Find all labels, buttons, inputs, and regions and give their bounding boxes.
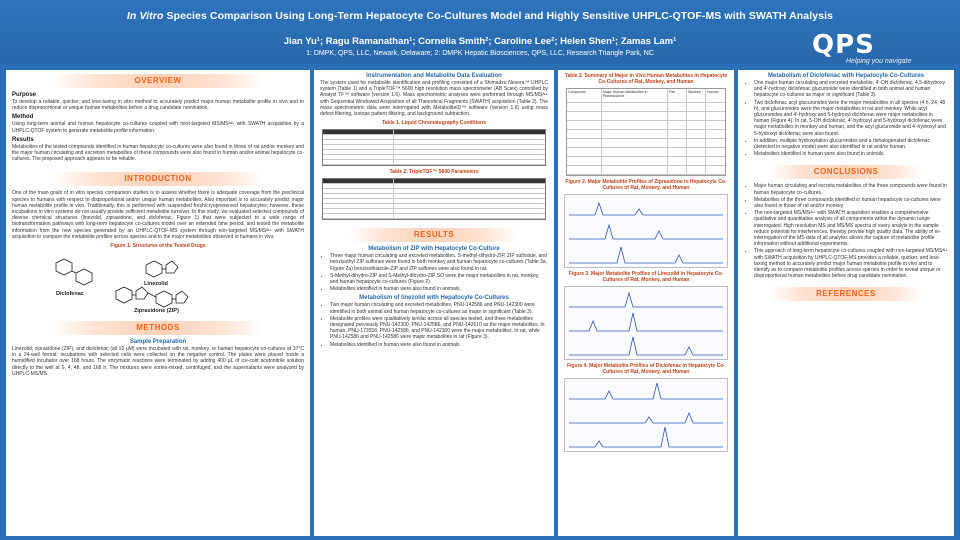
poster-affiliations: 1: DMPK, QPS, LLC, Newark, Delaware; 2: DMPK Hepatic Biosciences, QPS, LLC, Research Triangle Park, NC [306,50,654,57]
purpose-text: To develop a reliable, quicker, and less-taxing in vitro method to accurately predict major human metabolite profile in vivo and to reduce disproportional or unique human metabolites before a drug candidate nomination. [12,99,304,112]
results-banner: RESULTS [350,228,518,242]
qps-logo [812,30,912,68]
overview-banner: OVERVIEW [52,74,265,88]
figure1-caption: Figure 1. Structures of the Tested Drugs [110,243,206,250]
list-item: • Two diclofenac acyl glucuronides were the major metabolites in all species (4 h, 24, 48 h), and glucuronides were the major metabolites in rat and monkey. While acyl glucuronides and 4ʹ-hydroxy and 5-hydroxyl diclofenac were major metabolites in human (Figure 4). In rat, 5-OH diclofenac, 4ʹ-hydroxyl and 5-hydroxyl diclofenac were major metabolites in monkey and human, and the acyl glucuronide and 4ʹ-hydroxyl and 5-hydroxyl diclofenac were also found. [754,100,948,137]
diclofenac-bullets [754,80,948,157]
structure-label-linezolid: Linezolid [144,281,168,288]
poster-header [0,0,960,64]
list-item: • Major human circulating and excreta metabolites of the three compounds were found in human hepatocyte co-cultures. [754,183,948,195]
structure-label-diclofenac: Diclofenac [56,291,84,298]
list-item: • Metabolites of the three compounds identified in human hepatocyte co-cultures were also found in those of rat and/or monkey. [754,197,948,209]
introduction-text: One of the main goals of in vitro species comparison studies is to assess whether there is adequate coverage from the preclinical species to humans with respect to disproportional and/or unique human metabolites. Also important is to accurately predict major human metabolite profile in vivo. Traditionally, this is performed with suspended fresh/cryopreserved hepatocytes; however, these incubations in vitro systems do not usually provide sufficient metabolite turnover. In this study, we evaluated selected compounds of diverse chemical structures (linezolid, ziprasidone, and diclofenac, Figure 1) that were subjected to a wide range of biotransformation pathways with long-term hepatocyte co-cultures model over an extended time period, and tested the metabolite information from the new species generated by an UHPLC-QTOF-MS system through non-targeted MS/MSᴬᴸᴸ with SWATH acquisition to compare the metabolite profiles across species and to the major metabolites observed in humans in vivo. [12,190,304,240]
chromatogram-trace-human [569,427,723,447]
column-3 [558,70,734,536]
sample-prep-text: Linezolid, ziprasidone (ZIP), and diclofenac (all 10 μM) were incubated with rat, monkey, or human hepatocyte co-cultures at 37°C in a 24-well format; incubations with selected cells were collected on the negative control. The plates were placed inside a humidified incubator over 168 hours. The enzymatic reactions were terminated by adding 400 μL of ice-cold acetonitrile solution directly to the well at 0, 4, 48, and 168 h. The mixtures were vortex-mixed, centrifuged, and the supernatants were analyzed by UHPLC-MS/MS. [12,346,304,377]
figure3-chromatograms [564,286,728,360]
chromatogram-trace-human [569,247,723,263]
zip-bullets [330,253,548,292]
table1-lc-conditions [322,129,546,166]
list-item: • Metabolites identified in human were also found in animals. [330,342,548,348]
chromatogram-trace-human [569,337,723,355]
instrumentation-heading: Instrumentation and Metabolite Data Evaluation [366,73,502,79]
instrumentation-text: The system used for metabolite identification and profiling consisted of a Shimadzu Nexera™ UHPLC system (Table 1) and a TripleTOF™ 5600 high resolution mass spectrometer (AB Sciex) controlled by Analyst TF™ software (version 1.6). Mass spectrometric analyses were performed through MS/MSᴬᴸᴸ with Sequential Windowed Acquisition of all Theoretical Fragments (SWATH) acquisition (Table 2). The mass spectrometric data were interrogated with MetaboliteID™ software (version 1.6) using mass defect filtering, isotope pattern filtering, and background subtraction. [320,80,548,118]
table2-caption: Table 2. TripleTOF™ 5600 Parameters [389,169,479,176]
list-item: • S-Methyl-dihydro-ZIP and S-Methyl-dihydro-ZIP SO were the major metabolites in rat, monkey, and human hepatocyte co-cultures (Figure 2). [330,273,548,285]
chromatogram-trace-rat [569,203,723,215]
poster-authors: Jian Yu¹; Ragu Ramanathan¹; Cornelia Smith²; Caroline Lee²; Helen Shen¹; Zamas Lam¹ [283,36,677,47]
list-item: • Metabolite profiles were qualitatively similar across all species tested, and three metabolites designated previously PNU-142300, PNU-142586, and PNU-142610 as the major metabolites. In human, PNU-173558, PNU-142586, and PNU-142300 were the major metabolites. In rat, while PNU-142586 and PNU-142586 were major metabolites in rat (Figure 3). [330,316,548,341]
list-item: • This approach of long-term hepatocyte co-cultures coupled with non-targeted MS/MSᴬᴸᴸ with SWATH acquisition by UHPLC-QTOF-MS provides a reliable, quicker, and less-taxing method to accurately predict major human metabolite profile in vivo and to identify as to compare metabolite profiles across species in order to reveal unique or disproportional human metabolites before drug candidate nomination. [754,248,948,279]
structure-label-ziprasidone: Ziprasidone (ZIP) [134,308,179,315]
table3-caption: Table 3. Summary of Major In Vivo Human Metabolites in Hepatocyte Co-Cultures of Rat, Monkey, and Human [564,73,728,85]
method-heading: Method [12,114,34,121]
table-row [567,148,725,157]
sample-prep-heading: Sample Preparation [129,339,187,346]
poster-title-rest: Species Comparison Using Long-Term Hepatocyte Co-Cultures Model and Highly Sensitive UHPLC-QTOF-MS with SWATH Analysis [166,10,834,22]
figure2-caption: Figure 2. Major Metabolite Profiles of Ziprasidone in Hepatocyte Co-Cultures of Rat, Monkey, and Human [565,179,727,191]
logo-text: QPS [812,30,875,60]
table2-tof-parameters [322,178,546,220]
list-item: • The non-targeted MS/MSᴬᴸᴸ with SWATH acquisition enables a comprehensive qualitative and quantitative analysis of all components within the dynamic range interrogated. High resolution MS and MS/MS spectra of every analyte in the sample reduce potential for interferences, thereby provide high quality data. The ability of re-interrogation of the MS data of all analytes allows the capture of metabolite profile information without additional experiments. [754,210,948,247]
chromatogram-trace-rat [569,383,723,399]
methods-banner: METHODS [52,321,265,335]
method-text: Using long-term animal and human hepatocyte co-cultures coupled with next-targeted MS/MSᴬᴸᴸ with SWATH acquisition by a UHPLC-QTOF system to generate metabolite profile information. [12,121,304,134]
conclusions-bullets [754,183,948,279]
figure3-caption: Figure 3. Major Metabolite Profiles of Linezolid in Hepatocyte Co-Cultures of Rat, Monkey, and Human [568,271,724,283]
list-item: • One major human circulating and excreted metabolite, 4ʹ-OH diclofenac, 4,5-dihydroxy and 4ʹ-hydroxy diclofenac glucuronide were identified in both animal and human hepatocyte co-cultures as major or significant (Table 3). [754,80,948,99]
list-item: • In addition, multiple hydroxylation glucuronides and a dehalogenated diclofenac (detected in negative mode) were also identified in rat and/or human. [754,138,948,150]
column-4 [738,70,954,536]
references-banner: REFERENCES [770,287,921,301]
table-row [567,166,725,175]
header-watermark-decoration [726,30,804,42]
logo-tagline: Helping you navigate [846,58,912,65]
chromatogram-trace-monkey [569,313,723,331]
table3-header-human: Human [707,90,719,94]
list-item: • Metabolites identified in human were also found in animals. [330,286,548,292]
table3-header-metabolites: Major Human Metabolites in Plasma/Urine [602,89,668,102]
list-item: • Two major human circulating and excreted metabolites, PNU-142586 and PNU-142300 were identified in both animal and human hepatocyte co-cultures as major or significant (Table 3). [330,302,548,314]
zip-heading: Metabolism of ZIP with Hepatocyte Co-Culture [368,246,500,253]
table3-header-rat: Rat [668,89,687,102]
table-row [323,214,545,219]
table3-metabolite-summary [566,88,726,176]
table-row [567,157,725,166]
results-heading: Results [12,136,34,143]
chromatogram-trace-monkey [569,225,723,239]
table-row [323,160,545,165]
table-row [567,112,725,121]
conclusions-banner: CONCLUSIONS [770,165,921,179]
table-row [567,103,725,112]
table3-header-compound: Compound [567,89,602,102]
diclofenac-heading: Metabolism of Diclofenac with Hepatocyte Co-Cultures [767,73,925,79]
purpose-heading: Purpose [12,92,37,98]
chromatogram-trace-rat [569,293,723,307]
table3-header-monkey: Monkey [687,89,706,102]
table1-caption: Table 1. Liquid Chromatography Conditions [382,120,486,127]
column-2 [314,70,554,536]
linezolid-heading: Metabolism of linezolid with Hepatocyte Co-Cultures [359,295,509,302]
table-row [567,121,725,130]
figure4-chromatograms [564,378,728,452]
table-row [567,130,725,139]
list-item: • Three major human circulating and excreted metabolites, S-methyl-dihydro-ZIP, ZIP sulfoxide, and benzisothyl ZIP sulfones were found in both monkey and human hepatocyte co-cultures (Table 3a, Figure 2a) benzisothiazole-ZIP and ZIP sulfones were also found in rat. [330,253,548,272]
column-1 [6,70,310,536]
poster-title-italic: In Vitro [126,10,164,22]
introduction-banner: INTRODUCTION [52,172,265,186]
figure4-traces [565,379,727,451]
poster-title [0,10,960,22]
chromatogram-trace-monkey [569,413,723,423]
figure4-caption: Figure 4. Major Metabolite Profiles of Diclofenac in Hepatocyte Co-Cultures of Rat, Monkey, and Human [566,363,726,375]
linezolid-bullets [330,302,548,347]
results-text: Metabolites of the tested compounds identified in human hepatocyte co-cultures were also found in those of rat and/or monkey and the major human circulating and excretion metabolites of these compounds were also found in human and/or animal hepatocyte co-cultures. The proposed approach appears to be reliable. [12,143,304,163]
figure3-traces [565,287,727,359]
list-item: • Metabolites identified in human were also found in animals. [754,151,948,157]
figure2-chromatograms [564,194,728,268]
table-row [567,139,725,148]
chemical-structures-figure [16,251,300,315]
figure2-traces [565,195,727,267]
table3-header-row [567,89,725,103]
